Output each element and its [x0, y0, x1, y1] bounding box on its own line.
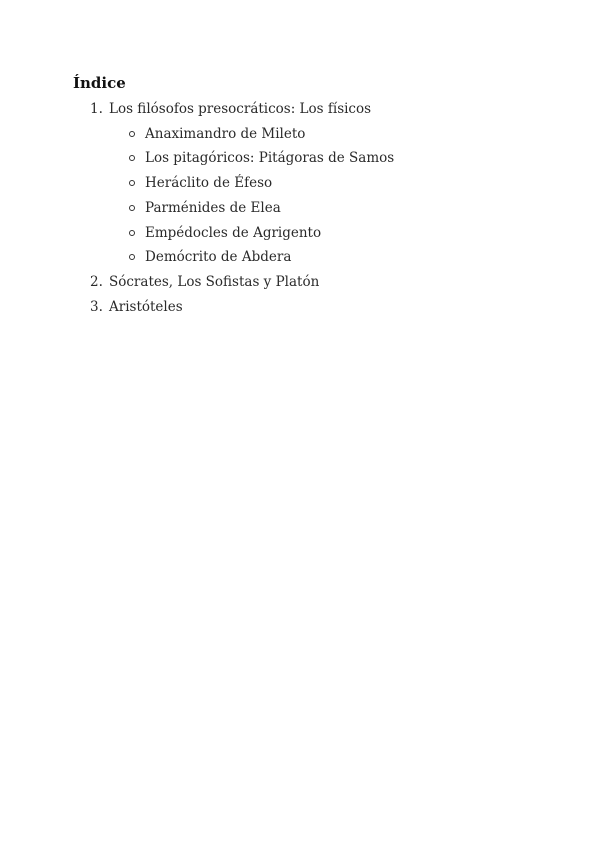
toc-subitem-label: Demócrito de Abdera: [145, 249, 292, 266]
toc-item-presocraticos[interactable]: [73, 97, 553, 270]
toc-subitem-label: Parménides de Elea: [145, 199, 281, 216]
toc-item-label: Aristóteles: [109, 298, 183, 315]
toc-list: [73, 97, 553, 319]
toc-subitem-heraclito[interactable]: [109, 171, 553, 196]
toc-sublist: [109, 122, 553, 270]
toc-title: Índice: [73, 74, 126, 92]
toc-subitem-democrito[interactable]: [109, 245, 553, 270]
circle-outline-icon: [129, 254, 135, 260]
toc-subitem-label: Empédocles de Agrigento: [145, 224, 322, 241]
toc-item-label: Los filósofos presocráticos: Los físicos: [109, 101, 372, 117]
toc-subitem-label: Anaximandro de Mileto: [145, 125, 306, 142]
table-of-contents: [73, 72, 553, 319]
toc-subitem-parmenides[interactable]: [109, 196, 553, 221]
toc-item-number: 3.: [90, 298, 103, 315]
toc-subitem-pitagoricos[interactable]: [109, 146, 553, 171]
toc-subitem-anaximandro[interactable]: [109, 122, 553, 147]
toc-item-number: 1.: [90, 101, 103, 117]
circle-outline-icon: [129, 155, 135, 161]
toc-subitem-label: Los pitagóricos: Pitágoras de Samos: [145, 150, 395, 167]
circle-outline-icon: [129, 205, 135, 211]
toc-item-number: 2.: [90, 273, 103, 290]
toc-subitem-label: Heráclito de Éfeso: [145, 175, 273, 192]
toc-item-aristoteles[interactable]: [73, 295, 553, 320]
toc-subitem-empedocles[interactable]: [109, 221, 553, 246]
circle-outline-icon: [129, 180, 135, 186]
toc-item-socrates[interactable]: [73, 270, 553, 295]
circle-outline-icon: [129, 131, 135, 137]
circle-outline-icon: [129, 230, 135, 236]
toc-item-label: Sócrates, Los Sofistas y Platón: [109, 273, 320, 290]
